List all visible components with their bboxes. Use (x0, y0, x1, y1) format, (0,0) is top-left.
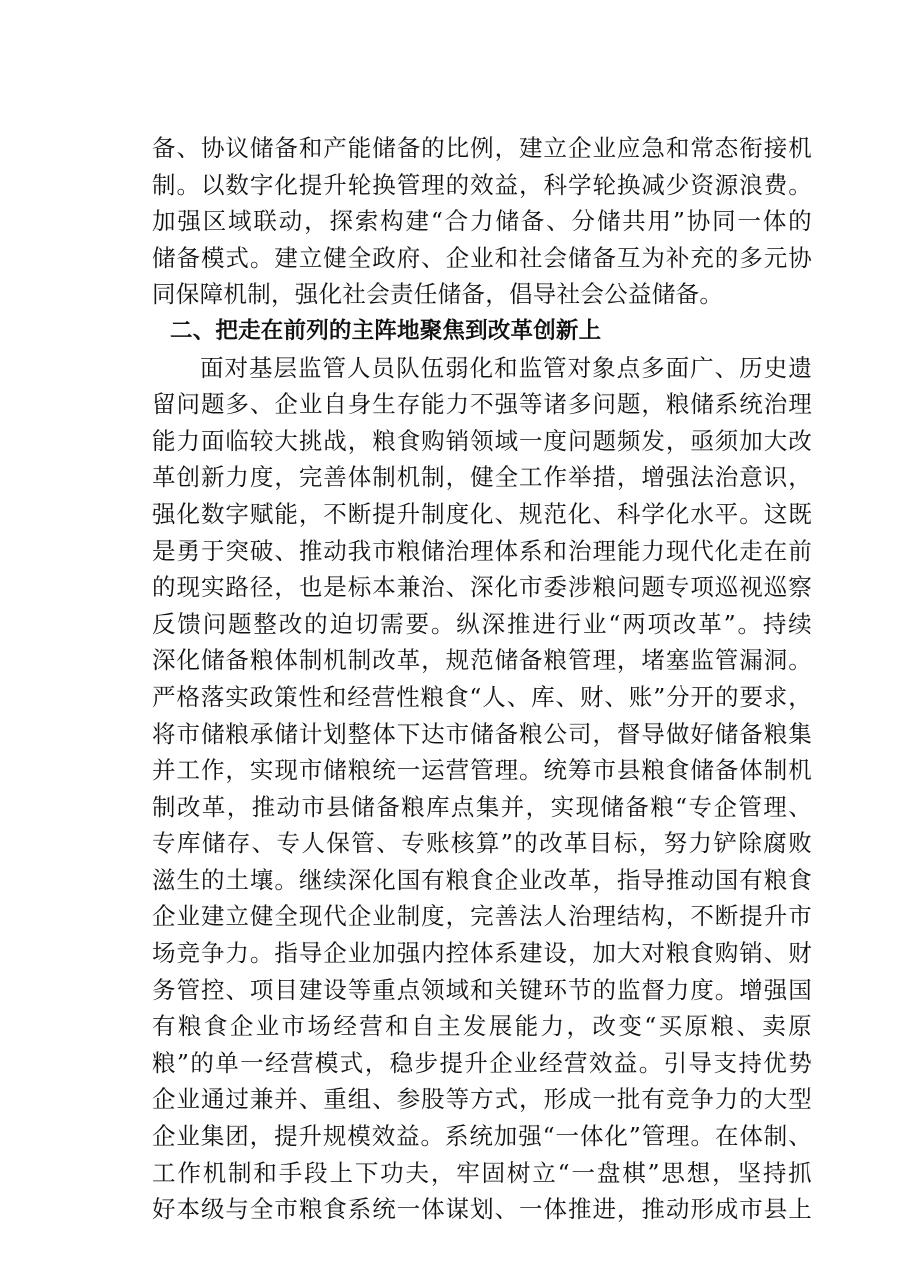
paragraph-2 (152, 350, 812, 1228)
section-heading: 二、把走在前列的主阵地聚焦到改革创新上 (170, 317, 602, 344)
text-line: 反馈问题整改的迫切需要。纵深推进行业“两项改革”。持续 (152, 609, 812, 638)
text-line: 同保障机制，强化社会责任储备，倡导社会公益储备。 (152, 280, 724, 309)
text-line: 留问题多、企业自身生存能力不强等诸多问题，粮储系统治理 (152, 390, 812, 419)
text-line: 企业建立健全现代企业制度，完善法人治理结构，不断提升市 (152, 902, 812, 931)
text-line: 好本级与全市粮食系统一体谋划、一体推进，推动形成市县上 (152, 1195, 812, 1224)
text-line: 企业通过兼并、重组、参股等方式，形成一批有竞争力的大型 (152, 1085, 812, 1114)
paragraph-1 (152, 130, 812, 313)
text-line: 加强区域联动，探索构建“合力储备、分储共用”协同一体的 (152, 207, 812, 236)
text-line: 能力面临较大挑战，粮食购销领域一度问题频发，亟须加大改 (152, 426, 812, 455)
text-line: 场竞争力。指导企业加强内控体系建设，加大对粮食购销、财 (152, 939, 812, 968)
text-line: 企业集团，提升规模效益。系统加强“一体化”管理。在体制、 (152, 1122, 812, 1151)
text-line: 粮”的单一经营模式，稳步提升企业经营效益。引导支持优势 (152, 1048, 812, 1077)
text-line: 深化储备粮体制机制改革，规范储备粮管理，堵塞监管漏洞。 (152, 646, 812, 675)
text-line: 将市储粮承储计划整体下达市储备粮公司，督导做好储备粮集 (152, 719, 812, 748)
text-line: 滋生的土壤。继续深化国有粮食企业改革，指导推动国有粮食 (152, 865, 812, 894)
text-line: 有粮食企业市场经营和自主发展能力，改变“买原粮、卖原 (152, 1012, 812, 1041)
text-line: 面对基层监管人员队伍弱化和监管对象点多面广、历史遗 (200, 353, 812, 382)
text-line: 专库储存、专人保管、专账核算”的改革目标，努力铲除腐败 (152, 829, 812, 858)
text-line: 是勇于突破、推动我市粮储治理体系和治理能力现代化走在前 (152, 536, 812, 565)
text-line: 工作机制和手段上下功夫，牢固树立“一盘棋”思想，坚持抓 (152, 1158, 812, 1187)
text-line: 制。以数字化提升轮换管理的效益，科学轮换减少资源浪费。 (152, 170, 812, 199)
text-line: 严格落实政策性和经营性粮食“人、库、财、账”分开的要求， (152, 682, 812, 711)
text-line: 储备模式。建立健全政府、企业和社会储备互为补充的多元协 (152, 243, 812, 272)
text-line: 强化数字赋能，不断提升制度化、规范化、科学化水平。这既 (152, 499, 812, 528)
document-body (152, 130, 812, 1228)
text-line: 务管控、项目建设等重点领域和关键环节的监督力度。增强国 (152, 975, 812, 1004)
text-line: 并工作，实现市储粮统一运营管理。统筹市县粮食储备体制机 (152, 756, 812, 785)
text-line: 备、协议储备和产能储备的比例，建立企业应急和常态衔接机 (152, 134, 812, 162)
text-line: 的现实路径，也是标本兼治、深化市委涉粮问题专项巡视巡察 (152, 573, 812, 602)
text-line: 制改革，推动市县储备粮库点集并，实现储备粮“专企管理、 (152, 792, 812, 821)
text-line: 革创新力度，完善体制机制，健全工作举措，增强法治意识， (152, 463, 812, 492)
